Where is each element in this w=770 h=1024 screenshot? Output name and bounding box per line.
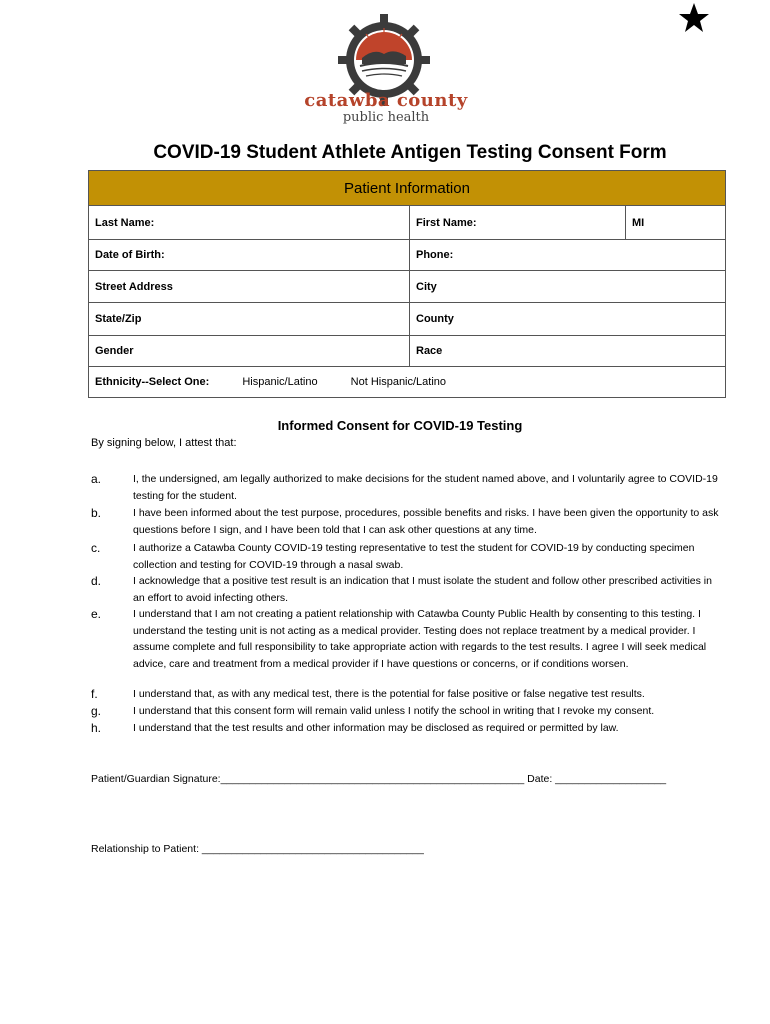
ethnicity-row bbox=[89, 367, 726, 398]
page-title: COVID-19 Student Athlete Antigen Testing Consent Form bbox=[153, 142, 667, 163]
relationship-line[interactable]: Relationship to Patient: ______________________________________ bbox=[91, 843, 424, 855]
mi-label: MI bbox=[632, 216, 645, 229]
org-name: catawba county bbox=[304, 90, 468, 111]
patient-info-table bbox=[88, 170, 726, 398]
county-field[interactable] bbox=[410, 303, 726, 336]
first-name-field[interactable] bbox=[410, 206, 626, 240]
race-field[interactable] bbox=[410, 336, 726, 367]
ethnicity-label: Ethnicity--Select One: bbox=[95, 376, 210, 388]
consent-item-text: I understand that the test results and other information may be disclosed as required or permitted by law. bbox=[133, 722, 619, 734]
ethnicity-option-hispanic[interactable]: Hispanic/Latino bbox=[242, 376, 318, 388]
consent-item-letter: b. bbox=[91, 506, 102, 520]
consent-item-letter: a. bbox=[91, 472, 102, 486]
last-name-field[interactable] bbox=[89, 206, 410, 240]
consent-item-letter: h. bbox=[91, 721, 102, 735]
consent-item-text: I understand that, as with any medical test, there is the potential for false positive or false negative test results. bbox=[133, 688, 645, 700]
consent-item-letter: f. bbox=[91, 687, 98, 701]
consent-intro: By signing below, I attest that: bbox=[91, 437, 237, 449]
city-label: City bbox=[416, 280, 437, 293]
consent-heading: Informed Consent for COVID-19 Testing bbox=[277, 418, 523, 433]
signature-line[interactable]: Patient/Guardian Signature:____________________________________________________ Date: ___________________ bbox=[91, 773, 667, 785]
street-address-label: Street Address bbox=[95, 280, 173, 293]
star-icon bbox=[678, 2, 710, 34]
consent-item-letter: d. bbox=[91, 574, 102, 588]
org-subtitle: public health bbox=[342, 110, 430, 125]
dob-field[interactable] bbox=[89, 240, 410, 271]
county-label: County bbox=[416, 313, 454, 325]
consent-item-text: I, the undersigned, am legally authorized to make decisions for the student named above, and I voluntarily agree to COVID-19 testing for the student. bbox=[133, 473, 718, 502]
last-name-label: Last Name: bbox=[95, 216, 155, 229]
consent-item-text: I acknowledge that a positive test result is an indication that I must isolate the student and follow other prescribed activities in an effort to avoid infecting others. bbox=[133, 575, 712, 604]
race-label: Race bbox=[416, 345, 443, 357]
first-name-label: First Name: bbox=[416, 216, 477, 229]
city-field[interactable] bbox=[410, 271, 726, 303]
street-address-field[interactable] bbox=[89, 271, 410, 303]
gender-label: Gender bbox=[95, 345, 134, 357]
consent-item-letter: c. bbox=[91, 541, 101, 555]
consent-item-text: I have been informed about the test purpose, procedures, possible benefits and risks. I have been given the opportunity to ask questions before I sign, and I have been told that I can ask other questions at any time. bbox=[133, 507, 719, 536]
consent-item-text: I understand that this consent form will remain valid unless I notify the school in writing that I revoke my consent. bbox=[133, 705, 655, 717]
patient-info-heading: Patient Information bbox=[89, 171, 726, 206]
gender-field[interactable] bbox=[89, 336, 410, 367]
consent-item-text: I authorize a Catawba County COVID-19 testing representative to test the student for COVID-19 by conducting specimen collection and testing for COVID-19 through a nasal swab. bbox=[133, 542, 695, 571]
state-zip-field[interactable] bbox=[89, 303, 410, 336]
phone-label: Phone: bbox=[416, 249, 454, 261]
dob-label: Date of Birth: bbox=[95, 249, 165, 261]
consent-item-letter: g. bbox=[91, 704, 102, 718]
consent-item-letter: e. bbox=[91, 607, 102, 621]
phone-field[interactable] bbox=[410, 240, 726, 271]
consent-item-text: I understand that I am not creating a patient relationship with Catawba County Public Health by consenting to this testing. I understand the testing unit is not acting as a medical provider. Testing does not replace treatment by a medical provider. I assume complete and full responsibility to take appropriate action with regards to the test results. I agree I will seek medical advice, care and treatment from a medical provider if I have questions or concerns, or if conditions worsen. bbox=[133, 608, 707, 670]
state-zip-label: State/Zip bbox=[95, 313, 142, 325]
ethnicity-option-not-hispanic[interactable]: Not Hispanic/Latino bbox=[350, 376, 447, 388]
mi-field[interactable] bbox=[626, 206, 726, 240]
